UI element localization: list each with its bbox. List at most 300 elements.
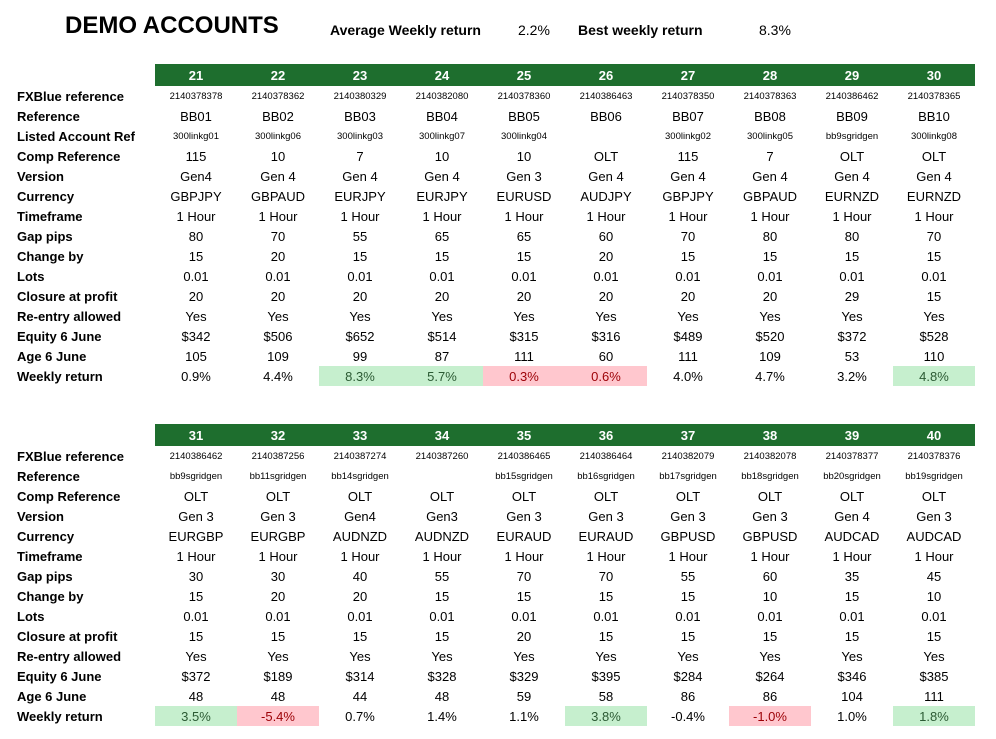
table-cell: 111: [678, 348, 698, 364]
table-cell: 53: [844, 348, 860, 364]
table-cell: 30: [188, 568, 204, 584]
table-cell: 15: [270, 628, 286, 644]
table-cell: $514: [427, 328, 457, 344]
table-cell: $315: [509, 328, 539, 344]
table-cell: 48: [434, 688, 450, 704]
table-cell: $346: [837, 668, 867, 684]
table-cell: 15: [680, 588, 696, 604]
table-cell: 2140386465: [497, 450, 551, 462]
table-cell: 2140386464: [579, 450, 633, 462]
table-cell: 70: [926, 228, 942, 244]
table-cell: Gen 3: [178, 508, 214, 524]
weekly-return-cell: 4.0%: [673, 368, 703, 384]
table-cell: 2140378378: [169, 90, 223, 102]
table-cell: Yes: [841, 308, 863, 324]
table-cell: AUDNZD: [332, 528, 388, 544]
best-weekly-return-label: Best weekly return: [578, 22, 703, 38]
table-cell: 2140386462: [825, 90, 879, 102]
table-cell: Gen 3: [588, 508, 624, 524]
table-cell: 10: [516, 148, 532, 164]
table-cell: 60: [762, 568, 778, 584]
table-cell: 111: [924, 688, 944, 704]
table-cell: Gen 4: [834, 508, 870, 524]
table-cell: 300linkg02: [665, 130, 711, 142]
table-cell: Gen 3: [752, 508, 788, 524]
table-cell: 2140380329: [333, 90, 387, 102]
row-label: Reference: [17, 108, 80, 124]
table-cell: Yes: [185, 308, 207, 324]
weekly-return-cell: 0.3%: [483, 366, 565, 386]
table-cell: 20: [188, 288, 204, 304]
account-number-header: 23: [319, 64, 401, 86]
table-cell: 15: [516, 248, 532, 264]
weekly-return-row: [17, 706, 975, 726]
table-row: [17, 566, 975, 586]
table-row: [17, 206, 975, 226]
weekly-return-cell: 0.6%: [565, 366, 647, 386]
table-cell: 60: [598, 228, 614, 244]
table-row: [17, 246, 975, 266]
table-row: [17, 166, 975, 186]
table-cell: 55: [352, 228, 368, 244]
table-cell: 0.01: [347, 608, 373, 624]
table-row: [17, 666, 975, 686]
account-number-header: 24: [401, 64, 483, 86]
table-cell: 20: [270, 588, 286, 604]
table-cell: 10: [926, 588, 942, 604]
row-label: Comp Reference: [17, 488, 121, 504]
table-cell: 115: [185, 148, 207, 164]
table-row: [17, 86, 975, 106]
table-cell: OLT: [675, 488, 701, 504]
table-cell: Gen 3: [260, 508, 296, 524]
weekly-return-cell: 3.8%: [565, 706, 647, 726]
table-cell: 10: [762, 588, 778, 604]
table-cell: 2140382078: [743, 450, 797, 462]
table-cell: Yes: [759, 648, 781, 664]
table-cell: 48: [270, 688, 286, 704]
row-label: Currency: [17, 528, 75, 544]
table-cell: Yes: [595, 648, 617, 664]
table-cell: 2140387256: [251, 450, 305, 462]
table-cell: 20: [680, 288, 696, 304]
table-cell: $372: [837, 328, 867, 344]
table-cell: $329: [509, 668, 539, 684]
table-cell: Yes: [841, 648, 863, 664]
table-cell: 15: [926, 248, 942, 264]
row-label: Closure at profit: [17, 288, 118, 304]
table-cell: [401, 466, 483, 486]
table-cell: AUDNZD: [414, 528, 470, 544]
table-cell: 86: [680, 688, 696, 704]
table-cell: OLT: [265, 488, 291, 504]
table-cell: bb17sgridgen: [659, 470, 717, 482]
table-row: [17, 586, 975, 606]
table-cell: 15: [434, 628, 450, 644]
table-cell: 1 Hour: [586, 208, 626, 224]
table-cell: 10: [434, 148, 450, 164]
table-row: [17, 346, 975, 366]
table-cell: 20: [352, 588, 368, 604]
table-cell: EURAUD: [496, 528, 552, 544]
table-cell: Yes: [349, 308, 371, 324]
table-cell: 65: [434, 228, 450, 244]
table-cell: 110: [923, 348, 945, 364]
table-cell: 300linkg03: [337, 130, 383, 142]
table-cell: 15: [926, 288, 942, 304]
weekly-return-cell: 1.1%: [509, 708, 539, 724]
table-cell: Gen4: [180, 168, 212, 184]
table-cell: BB10: [918, 108, 950, 124]
weekly-return-row: [17, 366, 975, 386]
table-cell: Gen3: [426, 508, 458, 524]
weekly-return-cell: 4.7%: [755, 368, 785, 384]
account-number-header: 33: [319, 424, 401, 446]
account-number-header-row: [17, 64, 975, 86]
table-cell: 29: [844, 288, 860, 304]
row-label: Reference: [17, 468, 80, 484]
table-cell: 2140386462: [169, 450, 223, 462]
table-cell: 2140378377: [825, 450, 879, 462]
row-label: Gap pips: [17, 228, 73, 244]
table-cell: Yes: [513, 308, 535, 324]
weekly-return-cell: -1.0%: [729, 706, 811, 726]
account-number-header: 32: [237, 424, 319, 446]
table-cell: 70: [270, 228, 286, 244]
weekly-return-cell: 4.8%: [893, 366, 975, 386]
table-cell: BB02: [262, 108, 294, 124]
table-cell: GBPAUD: [251, 188, 305, 204]
table-cell: $520: [755, 328, 785, 344]
table-cell: 7: [356, 148, 364, 164]
table-row: [17, 126, 975, 146]
table-cell: Yes: [513, 648, 535, 664]
table-cell: 15: [762, 628, 778, 644]
account-number-header: 40: [893, 424, 975, 446]
table-cell: 0.01: [593, 608, 619, 624]
table-cell: GBPJPY: [662, 188, 714, 204]
table-cell: 15: [844, 588, 860, 604]
table-cell: 20: [270, 248, 286, 264]
table-cell: 15: [352, 628, 368, 644]
table-cell: 2140378365: [907, 90, 961, 102]
table-cell: 15: [352, 248, 368, 264]
table-cell: 70: [598, 568, 614, 584]
account-number-header: 21: [155, 64, 237, 86]
table-cell: OLT: [839, 148, 865, 164]
table-cell: 0.01: [675, 268, 701, 284]
table-cell: Yes: [595, 308, 617, 324]
account-number-header: 29: [811, 64, 893, 86]
row-label: Lots: [17, 268, 45, 284]
table-cell: $264: [755, 668, 785, 684]
table-cell: EURAUD: [578, 528, 634, 544]
table-cell: OLT: [757, 488, 783, 504]
table-cell: 15: [434, 248, 450, 264]
table-cell: OLT: [593, 148, 619, 164]
table-cell: 20: [598, 288, 614, 304]
table-cell: bb9sgridgen: [169, 470, 223, 482]
weekly-return-cell: 1.0%: [837, 708, 867, 724]
table-cell: 300linkg04: [501, 130, 547, 142]
table-cell: BB09: [836, 108, 868, 124]
row-label: Lots: [17, 608, 45, 624]
table-cell: 20: [516, 288, 532, 304]
table-cell: 65: [516, 228, 532, 244]
table-cell: 60: [598, 348, 614, 364]
row-label: Equity 6 June: [17, 668, 102, 684]
table-row: [17, 266, 975, 286]
table-cell: 0.01: [429, 608, 455, 624]
table-cell: 1 Hour: [258, 208, 298, 224]
table-cell: 1 Hour: [258, 548, 298, 564]
table-cell: 7: [766, 148, 774, 164]
table-cell: 30: [270, 568, 286, 584]
table-cell: 2140378362: [251, 90, 305, 102]
accounts-table-21-30: [17, 64, 975, 386]
table-cell: 2140386463: [579, 90, 633, 102]
table-cell: 1 Hour: [176, 208, 216, 224]
table-cell: 10: [270, 148, 286, 164]
table-cell: 300linkg01: [173, 130, 219, 142]
table-cell: GBPUSD: [742, 528, 798, 544]
table-cell: $342: [181, 328, 211, 344]
table-cell: $314: [345, 668, 375, 684]
table-cell: 15: [844, 628, 860, 644]
table-cell: 300linkg08: [911, 130, 957, 142]
table-cell: OLT: [839, 488, 865, 504]
weekly-return-cell: -5.4%: [237, 706, 319, 726]
table-cell: BB05: [508, 108, 540, 124]
account-number-header: 38: [729, 424, 811, 446]
table-cell: 20: [516, 628, 532, 644]
table-cell: $385: [919, 668, 949, 684]
table-cell: 15: [762, 248, 778, 264]
table-cell: 40: [352, 568, 368, 584]
table-cell: Gen 4: [916, 168, 952, 184]
table-cell: 1 Hour: [914, 548, 954, 564]
table-cell: 0.01: [921, 268, 947, 284]
table-cell: $506: [263, 328, 293, 344]
table-cell: EURGBP: [250, 528, 306, 544]
table-cell: 111: [514, 348, 534, 364]
table-cell: 80: [762, 228, 778, 244]
table-cell: AUDCAD: [824, 528, 880, 544]
table-cell: 15: [188, 248, 204, 264]
table-cell: 0.01: [265, 268, 291, 284]
table-cell: EURJPY: [416, 188, 468, 204]
weekly-return-cell: 0.7%: [345, 708, 375, 724]
table-cell: 1 Hour: [504, 548, 544, 564]
table-cell: BB07: [672, 108, 704, 124]
header-corner-cell: [17, 64, 155, 86]
table-cell: bb14sgridgen: [331, 470, 389, 482]
weekly-return-cell: 3.5%: [155, 706, 237, 726]
row-label: Change by: [17, 588, 84, 604]
account-number-header: 31: [155, 424, 237, 446]
weekly-return-cell: 1.4%: [427, 708, 457, 724]
table-cell: EURNZD: [824, 188, 880, 204]
avg-weekly-return-value: 2.2%: [518, 22, 550, 38]
table-cell: EURNZD: [906, 188, 962, 204]
account-number-header: 30: [893, 64, 975, 86]
table-cell: 2140382079: [661, 450, 715, 462]
table-row: [17, 446, 975, 466]
table-cell: 70: [516, 568, 532, 584]
weekly-return-cell: 5.7%: [401, 366, 483, 386]
account-number-header: 39: [811, 424, 893, 446]
best-weekly-return-value: 8.3%: [759, 22, 791, 38]
table-cell: 20: [762, 288, 778, 304]
table-cell: 15: [188, 628, 204, 644]
table-cell: 1 Hour: [422, 548, 462, 564]
table-cell: 0.01: [429, 268, 455, 284]
table-cell: bb18sgridgen: [741, 470, 799, 482]
table-row: [17, 626, 975, 646]
table-cell: Gen 3: [506, 168, 542, 184]
table-cell: 1 Hour: [422, 208, 462, 224]
table-cell: 70: [680, 228, 696, 244]
table-cell: Gen 4: [670, 168, 706, 184]
table-cell: BB01: [180, 108, 212, 124]
table-row: [17, 546, 975, 566]
table-cell: BB03: [344, 108, 376, 124]
table-cell: 35: [844, 568, 860, 584]
table-cell: 2140382080: [415, 90, 469, 102]
table-cell: 20: [434, 288, 450, 304]
table-cell: 55: [680, 568, 696, 584]
table-cell: 15: [598, 588, 614, 604]
table-cell: OLT: [593, 488, 619, 504]
table-cell: 300linkg07: [419, 130, 465, 142]
table-cell: 0.01: [183, 608, 209, 624]
table-row: [17, 686, 975, 706]
row-label: Timeframe: [17, 548, 83, 564]
table-cell: $489: [673, 328, 703, 344]
table-cell: 2140387260: [415, 450, 469, 462]
table-row: [17, 326, 975, 346]
header-corner-cell: [17, 424, 155, 446]
table-cell: Gen4: [344, 508, 376, 524]
account-number-header: 22: [237, 64, 319, 86]
table-cell: 58: [598, 688, 614, 704]
row-label: Weekly return: [17, 708, 103, 724]
table-cell: EURJPY: [334, 188, 386, 204]
table-cell: 20: [270, 288, 286, 304]
table-cell: OLT: [429, 488, 455, 504]
table-cell: bb15sgridgen: [495, 470, 553, 482]
table-cell: Gen 4: [834, 168, 870, 184]
table-cell: 45: [926, 568, 942, 584]
table-cell: 1 Hour: [914, 208, 954, 224]
table-cell: 2140378350: [661, 90, 715, 102]
table-cell: 0.01: [511, 268, 537, 284]
table-cell: 1 Hour: [832, 208, 872, 224]
table-cell: 15: [516, 588, 532, 604]
table-cell: 109: [267, 348, 289, 364]
table-cell: Gen 4: [424, 168, 460, 184]
table-row: [17, 646, 975, 666]
weekly-return-cell: 0.9%: [181, 368, 211, 384]
row-label: Equity 6 June: [17, 328, 102, 344]
table-cell: 0.01: [839, 268, 865, 284]
table-cell: 300linkg05: [747, 130, 793, 142]
table-row: [17, 526, 975, 546]
row-label: FXBlue reference: [17, 88, 124, 104]
table-cell: 86: [762, 688, 778, 704]
table-cell: Gen 4: [752, 168, 788, 184]
account-number-header: 37: [647, 424, 729, 446]
table-cell: bb20sgridgen: [823, 470, 881, 482]
table-row: [17, 186, 975, 206]
table-cell: AUDCAD: [906, 528, 962, 544]
table-cell: Yes: [349, 648, 371, 664]
table-cell: $528: [919, 328, 949, 344]
account-number-header-row: [17, 424, 975, 446]
account-number-header: 35: [483, 424, 565, 446]
row-label: Gap pips: [17, 568, 73, 584]
table-cell: 59: [516, 688, 532, 704]
account-number-header: 26: [565, 64, 647, 86]
table-row: [17, 226, 975, 246]
table-cell: 1 Hour: [340, 548, 380, 564]
table-cell: 15: [844, 248, 860, 264]
page-title: DEMO ACCOUNTS: [65, 12, 279, 39]
row-label: Re-entry allowed: [17, 648, 122, 664]
table-row: [17, 306, 975, 326]
row-label: Closure at profit: [17, 628, 118, 644]
table-cell: 1 Hour: [750, 208, 790, 224]
table-cell: 0.01: [675, 608, 701, 624]
table-cell: Gen 4: [342, 168, 378, 184]
table-cell: 1 Hour: [504, 208, 544, 224]
table-cell: Gen 3: [916, 508, 952, 524]
table-cell: OLT: [347, 488, 373, 504]
table-cell: [565, 126, 647, 146]
avg-weekly-return-label: Average Weekly return: [330, 22, 481, 38]
table-cell: AUDJPY: [580, 188, 632, 204]
weekly-return-cell: 3.2%: [837, 368, 867, 384]
table-cell: EURUSD: [496, 188, 552, 204]
weekly-return-cell: 8.3%: [319, 366, 401, 386]
table-cell: 15: [598, 628, 614, 644]
table-cell: 15: [188, 588, 204, 604]
table-cell: 0.01: [511, 608, 537, 624]
table-cell: bb19sgridgen: [905, 470, 963, 482]
row-label: Age 6 June: [17, 348, 87, 364]
table-cell: 20: [352, 288, 368, 304]
table-cell: Yes: [185, 648, 207, 664]
table-cell: Gen 4: [588, 168, 624, 184]
table-cell: 15: [680, 628, 696, 644]
table-row: [17, 506, 975, 526]
table-cell: 1 Hour: [750, 548, 790, 564]
table-cell: Yes: [267, 648, 289, 664]
table-cell: 0.01: [347, 268, 373, 284]
table-cell: 105: [185, 348, 207, 364]
table-row: [17, 486, 975, 506]
row-label: Version: [17, 168, 64, 184]
table-cell: OLT: [921, 148, 947, 164]
row-label: Comp Reference: [17, 148, 121, 164]
table-cell: Yes: [677, 648, 699, 664]
table-cell: 0.01: [183, 268, 209, 284]
table-cell: BB04: [426, 108, 458, 124]
table-cell: 20: [598, 248, 614, 264]
table-cell: 1 Hour: [832, 548, 872, 564]
accounts-table-31-40: [17, 424, 975, 726]
row-label: Timeframe: [17, 208, 83, 224]
